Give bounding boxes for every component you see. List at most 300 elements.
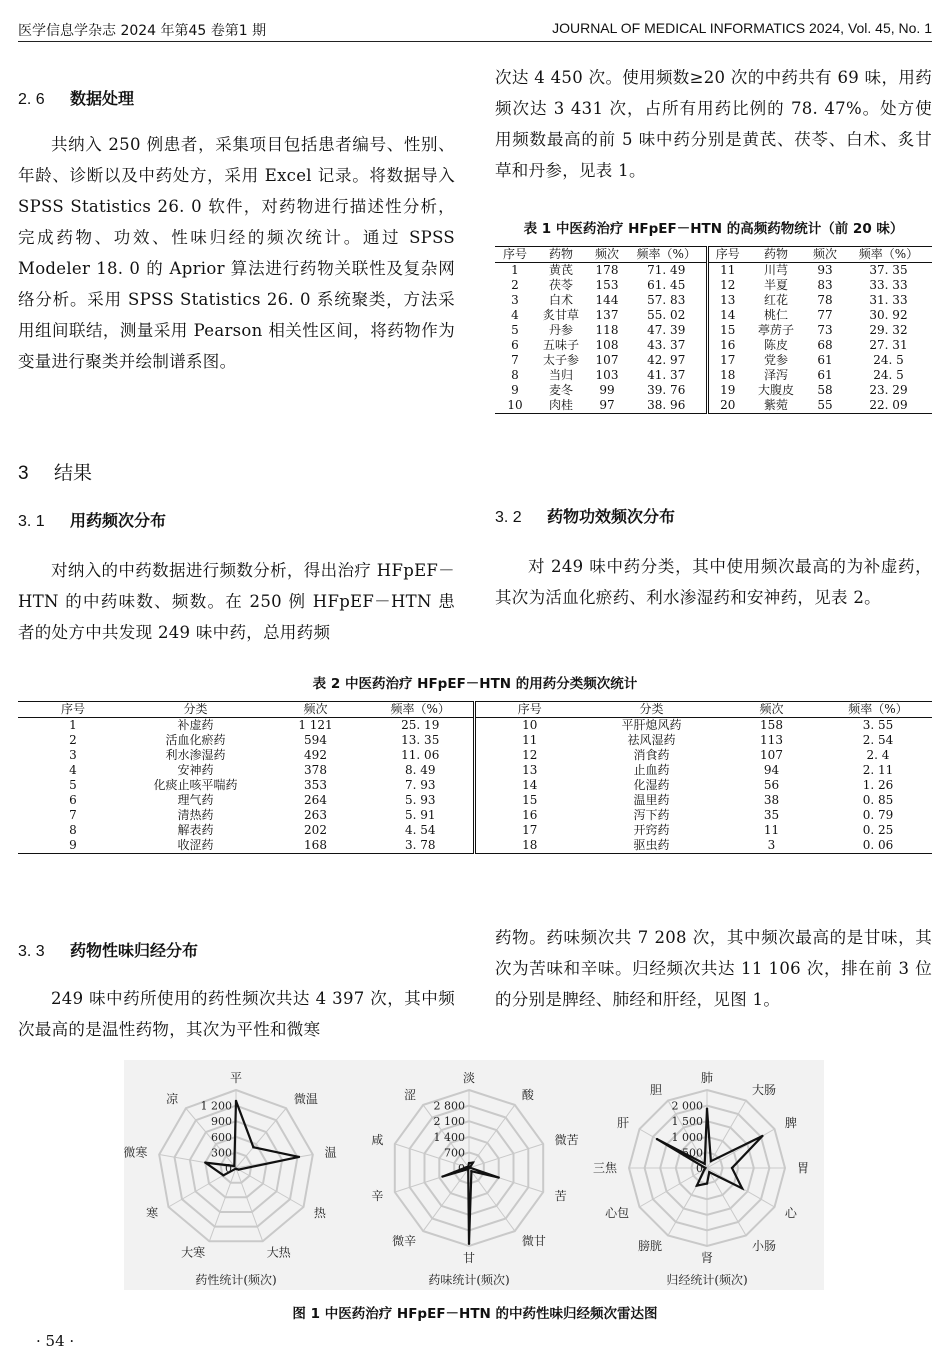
paragraph: 249 味中药所使用的药性频次共达 4 397 次，其中频次最高的是温性药物，其次为平性和微寒 — [18, 989, 455, 1039]
table-cell: 18 — [707, 368, 747, 383]
table-cell: 11. 06 — [401, 748, 440, 762]
table-cell: 38 — [763, 793, 780, 807]
table-cell: 11 — [707, 263, 747, 279]
table-cell: 4. 54 — [404, 823, 436, 837]
table-cell: 丹参 — [548, 323, 573, 337]
table-2 — [18, 672, 932, 854]
paragraph: 对 249 味中药分类，其中使用频次最高的为补虚药，其次为活血化瘀药、利水渗湿药和安神药，见表 2。 — [495, 557, 932, 607]
table-cell: 3 — [511, 293, 519, 307]
radar-tick-label: 2 100 — [433, 1115, 465, 1129]
table-cell: 祛风湿药 — [627, 733, 676, 747]
table-row — [18, 793, 932, 808]
figure-caption: 图 1 中医药治疗 HFpEF－HTN 的中药性味归经频次雷达图 — [292, 1306, 658, 1322]
figure-1 — [124, 1060, 824, 1290]
table-caption: 表 1 中医药治疗 HFpEF－HTN 的高频药物统计（前 20 味） — [523, 221, 904, 237]
radar-category-label: 微温 — [293, 1092, 318, 1107]
table-cell: 茯苓 — [548, 278, 573, 292]
table-cell: 4 — [69, 763, 77, 777]
radar-tick-label: 700 — [444, 1146, 465, 1160]
section-title: 药物性味归经分布 — [70, 941, 199, 960]
radar-data-point — [222, 1174, 224, 1176]
radar-category-label: 大热 — [266, 1245, 291, 1260]
column-header: 频率（%） — [390, 702, 450, 716]
table-cell: 22. 09 — [869, 398, 908, 412]
column-header: 药物 — [763, 247, 788, 261]
table-cell: 0. 06 — [862, 838, 894, 852]
right-column-continuation — [495, 62, 932, 186]
table-cell: 35 — [763, 808, 780, 822]
table-cell: 10 — [507, 398, 523, 412]
table-cell: 118 — [595, 323, 619, 337]
table-cell: 13. 35 — [401, 733, 440, 747]
table-cell: 泻下药 — [633, 808, 670, 822]
table-cell: 594 — [304, 733, 327, 747]
radar-category-label: 淡 — [462, 1071, 476, 1085]
radar-tick-label: 500 — [682, 1146, 703, 1160]
column-header: 频次 — [303, 702, 328, 716]
radar-tick-label: 0 — [458, 1162, 465, 1175]
table-cell: 6 — [69, 793, 77, 807]
table-cell: 39. 76 — [647, 383, 686, 397]
radar-category-label: 凉 — [166, 1092, 179, 1107]
column-header: 序号 — [474, 702, 584, 718]
radar-category-label: 微寒 — [124, 1145, 148, 1160]
column-header: 分类 — [639, 702, 664, 716]
table-cell: 61 — [817, 353, 833, 367]
paragraph: 共纳入 250 例患者，采集项目包括患者编号、性别、年龄、诊断以及中药处方，采用 Excel 记录。将数据导入 SPSS Statistics 26. 0 软件，对药物进行描述性分析，完成药物、功效、性味归经的频次统计。通过 SPSS Modeler 18. 0 的 Aprior 算法进行药物关联性及复杂网络分析。采用 SPSS Statistics 26. 0 系统聚类，方法采用组间联结，测量采用 Pearson 相关性区间，将药物作为变量进行聚类并绘制谱系图。 — [18, 135, 455, 371]
table-cell: 93 — [817, 263, 833, 277]
radar-tick-label: 600 — [211, 1130, 232, 1144]
table-cell: 3 — [69, 748, 77, 762]
table-cell: 3. 55 — [862, 718, 894, 732]
radar-category-label: 甘 — [462, 1251, 476, 1265]
table-cell: 活血化瘀药 — [165, 733, 226, 747]
radar-data-point — [468, 1243, 470, 1245]
radar-data-point — [706, 1108, 708, 1110]
column-header: 序号 — [60, 702, 85, 716]
table-cell: 半夏 — [763, 278, 788, 292]
section-3-2 — [495, 504, 932, 613]
section-number: 3. 3 — [18, 943, 45, 960]
table-cell: 党参 — [763, 353, 788, 367]
radar-category-label: 温 — [324, 1145, 337, 1160]
data-table — [495, 246, 932, 414]
table-cell: 温里药 — [633, 793, 670, 807]
section-title: 数据处理 — [70, 89, 135, 108]
table-cell: 大腹皮 — [757, 383, 794, 397]
table-cell: 开窍药 — [633, 823, 670, 837]
radar-chart-title: 药味统计(频次) — [428, 1273, 510, 1287]
radar-tick-label: 0 — [225, 1162, 232, 1175]
table-cell: 解表药 — [177, 823, 214, 837]
table-cell: 18 — [474, 838, 584, 854]
table-cell: 桃仁 — [763, 308, 788, 322]
section-title: 用药频次分布 — [70, 511, 167, 530]
table-cell: 107 — [595, 353, 619, 367]
section-number: 2. 6 — [18, 91, 45, 108]
table-cell: 11 — [763, 823, 780, 837]
section-heading — [18, 508, 455, 531]
table-cell: 17 — [474, 823, 584, 838]
radar-tick-label: 1 000 — [671, 1130, 703, 1144]
table-row — [495, 383, 932, 398]
table-cell: 12 — [707, 278, 747, 293]
radar-category-label: 大肠 — [752, 1083, 777, 1098]
column-header: 频率（%） — [848, 702, 908, 716]
table-cell: 17 — [707, 353, 747, 368]
radar-category-label: 微辛 — [392, 1233, 417, 1248]
radar-category-label: 三焦 — [592, 1161, 617, 1175]
radar-category-label: 酸 — [521, 1088, 534, 1103]
section-number: 3 — [18, 463, 29, 484]
section-3-3 — [18, 938, 455, 1045]
radar-category-label: 咸 — [371, 1133, 384, 1148]
table-cell: 8 — [511, 368, 519, 382]
radar-data-point — [235, 1168, 237, 1170]
table-cell: 13 — [707, 293, 747, 308]
table-cell: 16 — [707, 338, 747, 353]
table-cell: 5. 91 — [404, 808, 436, 822]
radar-data-point — [706, 1182, 708, 1184]
table-cell: 14 — [707, 308, 747, 323]
table-cell: 0. 79 — [862, 808, 894, 822]
radar-data-point — [468, 1162, 470, 1164]
section-3-1 — [18, 508, 455, 648]
table-cell: 0. 85 — [862, 793, 894, 807]
table-cell: 黄芪 — [548, 263, 573, 277]
section-title: 结果 — [54, 462, 93, 484]
table-cell: 7 — [511, 353, 519, 367]
table-row — [495, 353, 932, 368]
radar-chart-title: 药性统计(频次) — [195, 1273, 277, 1287]
table-cell: 1. 26 — [862, 778, 894, 792]
table-cell: 14 — [474, 778, 584, 793]
table-cell: 263 — [304, 808, 327, 822]
table-cell: 264 — [304, 793, 327, 807]
radar-tick-label: 300 — [211, 1146, 232, 1160]
radar-data-point — [710, 1160, 712, 1162]
radar-category-label: 热 — [313, 1206, 326, 1220]
table-cell: 97 — [599, 398, 615, 412]
table-cell: 27. 31 — [869, 338, 908, 352]
radar-data-point — [656, 1138, 658, 1140]
column-header: 频率（%） — [858, 247, 919, 261]
table-cell: 8. 49 — [404, 763, 436, 777]
table-cell: 37. 35 — [869, 263, 908, 277]
table-cell: 83 — [817, 278, 833, 292]
table-cell: 紫菀 — [763, 398, 788, 412]
table-cell: 平肝熄风药 — [621, 718, 682, 732]
table-row — [18, 748, 932, 763]
table-row — [495, 308, 932, 323]
table-cell: 42. 97 — [647, 353, 686, 367]
table-cell: 202 — [304, 823, 327, 837]
table-cell: 化痰止咳平喘药 — [153, 778, 238, 792]
table-cell: 2. 11 — [862, 763, 894, 777]
table-cell: 61 — [817, 368, 833, 382]
table-cell: 驱虫药 — [633, 838, 670, 852]
table-cell: 144 — [595, 293, 619, 307]
paragraph: 次达 4 450 次。使用频数≥20 次的中药共有 69 味，用药频次达 3 431 次，占所有用药比例的 78. 47%。处方使用频数最高的前 5 味中药分别是黄芪、茯苓、白术、炙甘草和丹参，见表 1。 — [495, 68, 932, 180]
table-cell: 19 — [707, 383, 747, 398]
radar-category-label: 脾 — [784, 1116, 797, 1130]
radar-tick-label: 2 000 — [671, 1099, 703, 1113]
table-cell: 25. 19 — [401, 718, 440, 732]
table-cell: 7. 93 — [404, 778, 436, 792]
section-3-heading — [18, 458, 92, 485]
section-heading — [18, 86, 455, 109]
table-row — [18, 778, 932, 793]
radar-tick-label: 1 500 — [671, 1115, 703, 1129]
radar-category-label: 膀胱 — [637, 1238, 662, 1253]
table-cell: 10 — [474, 718, 584, 734]
table-cell: 4 — [511, 308, 519, 322]
table-cell: 9 — [69, 838, 77, 852]
table-cell: 12 — [474, 748, 584, 763]
table-cell: 158 — [760, 718, 783, 732]
table-cell: 43. 37 — [647, 338, 686, 352]
table-cell: 47. 39 — [647, 323, 686, 337]
column-header: 序号 — [502, 247, 527, 261]
journal-header-right: JOURNAL OF MEDICAL INFORMATICS 2024, Vol. 45, No. 1 — [552, 20, 932, 36]
table-cell: 化湿药 — [633, 778, 670, 792]
table-cell: 1 — [511, 263, 519, 277]
table-cell: 0. 25 — [862, 823, 894, 837]
table-cell: 178 — [595, 263, 619, 277]
radar-tick-label: 900 — [211, 1115, 232, 1129]
table-cell: 71. 49 — [647, 263, 686, 277]
table-cell: 6 — [511, 338, 519, 352]
table-cell: 川芎 — [763, 263, 788, 277]
radar-data-point — [708, 1171, 710, 1173]
section-number: 3. 2 — [495, 509, 522, 526]
table-row — [18, 718, 932, 734]
table-cell: 15 — [474, 793, 584, 808]
table-row — [18, 823, 932, 838]
table-cell: 利水渗湿药 — [165, 748, 226, 762]
table-cell: 五味子 — [542, 338, 579, 352]
radar-tick-label: 0 — [696, 1162, 703, 1175]
table-cell: 103 — [595, 368, 619, 382]
radar-category-label: 肺 — [700, 1071, 714, 1085]
table-cell: 24. 5 — [873, 368, 904, 382]
table-cell: 58 — [817, 383, 833, 397]
table-cell: 消食药 — [633, 748, 670, 762]
paragraph: 对纳入的中药数据进行频数分析，得出治疗 HFpEF－HTN 的中药味数、频数。在 250 例 HFpEF－HTN 患者的处方中共发现 249 味中药，总用药频 — [18, 561, 455, 642]
table-cell: 73 — [817, 323, 833, 337]
radar-data-point — [235, 1100, 237, 1102]
radar-data-point — [252, 1146, 254, 1148]
radar-data-point — [731, 1167, 733, 1169]
page-number: · 54 · — [36, 1332, 75, 1350]
table-cell: 353 — [304, 778, 327, 792]
table-cell: 肉桂 — [548, 398, 573, 412]
radar-charts — [124, 1060, 824, 1290]
table-cell: 安神药 — [177, 763, 214, 777]
radar-category-label: 心包 — [605, 1206, 630, 1220]
radar-category-label: 胃 — [797, 1161, 810, 1175]
table-row — [18, 808, 932, 823]
radar-category-label: 胆 — [649, 1083, 662, 1098]
column-header: 频次 — [759, 702, 784, 716]
table-cell: 11 — [474, 733, 584, 748]
table-cell: 108 — [595, 338, 619, 352]
table-cell: 78 — [817, 293, 833, 307]
table-cell: 94 — [763, 763, 780, 777]
table-cell: 8 — [69, 823, 77, 837]
table-cell: 16 — [474, 808, 584, 823]
table-cell: 55. 02 — [647, 308, 686, 322]
radar-data-point — [233, 1165, 235, 1167]
table-1 — [495, 217, 932, 414]
right-column-continuation-2 — [495, 922, 932, 1015]
table-cell: 白术 — [548, 293, 573, 307]
column-header: 序号 — [707, 247, 747, 263]
table-cell: 陈皮 — [763, 338, 788, 352]
table-cell: 葶苈子 — [757, 323, 794, 337]
radar-category-label: 微甘 — [521, 1233, 546, 1248]
radar-category-label: 肾 — [700, 1251, 714, 1265]
table-cell: 炙甘草 — [542, 308, 579, 322]
data-table — [18, 701, 932, 854]
table-cell: 太子参 — [542, 353, 579, 367]
radar-data-point — [467, 1166, 469, 1168]
column-header: 频率（%） — [636, 247, 696, 261]
radar-data-point — [498, 1176, 500, 1178]
section-2-6 — [18, 86, 455, 377]
table-cell: 113 — [760, 733, 783, 747]
radar-category-label: 心 — [784, 1206, 797, 1220]
column-header: 频次 — [812, 247, 837, 261]
radar-data-point — [467, 1168, 469, 1170]
radar-category-label: 寒 — [146, 1206, 159, 1220]
column-header: 药物 — [548, 247, 573, 261]
radar-data-point — [298, 1156, 300, 1158]
radar-data-point — [696, 1184, 698, 1186]
table-cell: 99 — [599, 383, 615, 397]
table-cell: 2. 4 — [866, 748, 890, 762]
table-cell: 38. 96 — [647, 398, 686, 412]
table-row — [495, 293, 932, 308]
table-cell: 7 — [69, 808, 77, 822]
radar-category-label: 辛 — [371, 1188, 384, 1203]
table-cell: 107 — [760, 748, 783, 762]
table-cell: 57. 83 — [647, 293, 686, 307]
table-row — [495, 398, 932, 414]
radar-data-point — [441, 1175, 443, 1177]
table-cell: 492 — [304, 748, 327, 762]
table-cell: 68 — [817, 338, 833, 352]
table-cell: 15 — [707, 323, 747, 338]
table-cell: 补虚药 — [177, 718, 214, 732]
table-cell: 61. 45 — [647, 278, 686, 292]
table-row — [18, 838, 932, 854]
table-cell: 清热药 — [177, 808, 214, 822]
section-number: 3. 1 — [18, 513, 45, 530]
radar-category-label: 小肠 — [752, 1238, 777, 1253]
table-cell: 泽泻 — [763, 368, 788, 382]
radar-tick-label: 1 200 — [200, 1099, 232, 1113]
table-cell: 378 — [304, 763, 327, 777]
section-title: 药物功效频次分布 — [547, 507, 676, 526]
radar-category-label: 涩 — [404, 1088, 417, 1103]
table-row — [495, 338, 932, 353]
radar-category-label: 肝 — [617, 1116, 630, 1130]
table-cell: 168 — [304, 838, 327, 852]
table-cell: 2. 54 — [862, 733, 894, 747]
table-cell: 麦冬 — [548, 383, 573, 397]
radar-data-point — [470, 1170, 472, 1172]
section-heading — [495, 504, 932, 527]
table-cell: 5. 93 — [404, 793, 436, 807]
table-row — [18, 733, 932, 748]
table-cell: 41. 37 — [647, 368, 686, 382]
paragraph: 药物。药味频次共 7 208 次，其中频次最高的是甘味，其次为苦味和辛味。归经频次共达 11 106 次，排在前 3 位的分别是脾经、肺经和肝经，见图 1。 — [495, 928, 932, 1009]
radar-category-label: 平 — [229, 1071, 243, 1085]
column-header: 分类 — [183, 702, 208, 716]
table-cell: 56 — [763, 778, 780, 792]
radar-tick-label: 2 800 — [433, 1099, 465, 1113]
table-cell: 2 — [511, 278, 519, 292]
table-cell: 77 — [817, 308, 833, 322]
table-cell: 31. 33 — [869, 293, 908, 307]
table-cell: 5 — [69, 778, 77, 792]
table-cell: 153 — [595, 278, 619, 292]
table-cell: 3 — [767, 838, 776, 852]
table-cell: 1 121 — [298, 718, 333, 732]
journal-header-left: 医学信息学杂志 2024 年第45 卷第1 期 — [18, 23, 267, 39]
radar-data-point — [741, 1187, 743, 1189]
table-caption: 表 2 中医药治疗 HFpEF－HTN 的用药分类频次统计 — [312, 676, 638, 692]
table-cell: 当归 — [548, 368, 573, 382]
radar-tick-label: 1 400 — [433, 1130, 465, 1144]
radar-category-label: 大寒 — [181, 1245, 206, 1260]
table-cell: 3. 78 — [404, 838, 436, 852]
table-cell: 30. 92 — [869, 308, 908, 322]
table-row — [495, 323, 932, 338]
table-cell: 2 — [69, 733, 77, 747]
radar-data-point — [761, 1135, 763, 1137]
radar-category-label: 微苦 — [554, 1133, 579, 1148]
table-row — [18, 763, 932, 778]
radar-data-point — [472, 1161, 474, 1163]
table-cell: 55 — [817, 398, 833, 412]
table-cell: 9 — [511, 383, 519, 397]
radar-data-point — [704, 1163, 706, 1165]
table-row — [495, 368, 932, 383]
table-cell: 收涩药 — [177, 838, 214, 852]
table-cell: 13 — [474, 763, 584, 778]
table-cell: 止血药 — [633, 763, 670, 777]
header-divider — [18, 41, 932, 42]
table-cell: 20 — [707, 398, 747, 414]
table-cell: 137 — [595, 308, 619, 322]
table-cell: 理气药 — [177, 793, 214, 807]
table-cell: 24. 5 — [873, 353, 904, 367]
radar-category-label: 苦 — [554, 1188, 567, 1203]
table-cell: 33. 33 — [869, 278, 908, 292]
table-row — [495, 263, 932, 279]
section-heading — [18, 938, 455, 961]
table-cell: 23. 29 — [869, 383, 908, 397]
table-cell: 5 — [511, 323, 519, 337]
table-cell: 红花 — [763, 293, 788, 307]
table-cell: 1 — [69, 718, 77, 732]
radar-chart-title: 归经统计(频次) — [666, 1273, 748, 1287]
radar-data-point — [238, 1168, 240, 1170]
radar-data-point — [204, 1161, 206, 1163]
table-cell: 29. 32 — [869, 323, 908, 337]
